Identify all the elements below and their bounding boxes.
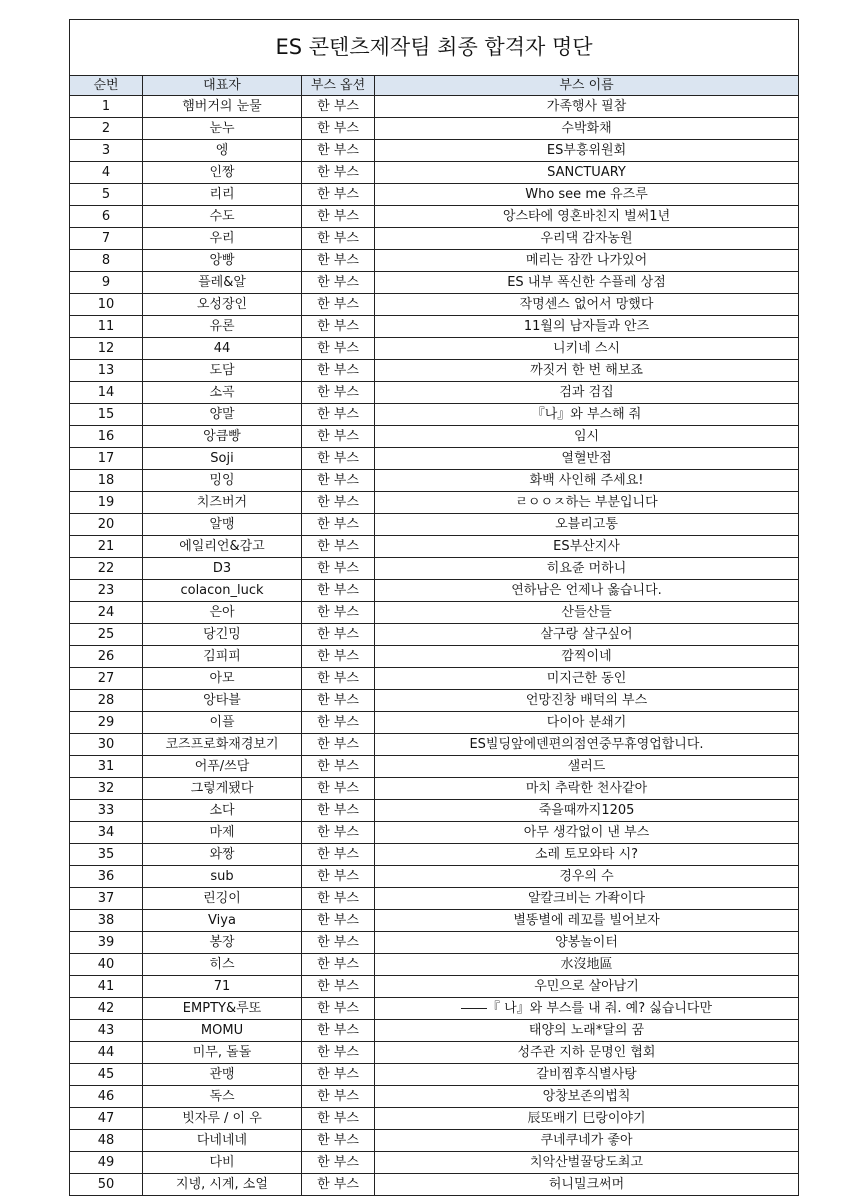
cell-booth-name: 언망진창 배덕의 부스 bbox=[375, 690, 799, 712]
cell-number: 1 bbox=[70, 96, 143, 118]
cell-booth-option: 한 부스 bbox=[302, 800, 375, 822]
cell-representative: 은아 bbox=[143, 602, 302, 624]
cell-booth-name: 『나』와 부스해 줘 bbox=[375, 404, 799, 426]
cell-number: 25 bbox=[70, 624, 143, 646]
table-row bbox=[70, 734, 799, 756]
table-row bbox=[70, 624, 799, 646]
cell-representative: 에일리언&감고 bbox=[143, 536, 302, 558]
cell-booth-name: 앙창보존의법칙 bbox=[375, 1086, 799, 1108]
header-representative: 대표자 bbox=[143, 76, 302, 96]
cell-representative: 71 bbox=[143, 976, 302, 998]
roster-sheet bbox=[69, 19, 798, 1196]
roster-table bbox=[69, 19, 799, 1196]
cell-booth-option: 한 부스 bbox=[302, 910, 375, 932]
cell-booth-name: 살구랑 살구싶어 bbox=[375, 624, 799, 646]
table-row bbox=[70, 492, 799, 514]
cell-booth-name: 경우의 수 bbox=[375, 866, 799, 888]
cell-booth-option: 한 부스 bbox=[302, 778, 375, 800]
cell-booth-name: 허니밀크써머 bbox=[375, 1174, 799, 1196]
cell-representative: 햄버거의 눈물 bbox=[143, 96, 302, 118]
cell-number: 45 bbox=[70, 1064, 143, 1086]
cell-booth-option: 한 부스 bbox=[302, 250, 375, 272]
cell-representative: D3 bbox=[143, 558, 302, 580]
cell-booth-option: 한 부스 bbox=[302, 624, 375, 646]
cell-representative: Viya bbox=[143, 910, 302, 932]
cell-representative: 미무, 돌돌 bbox=[143, 1042, 302, 1064]
cell-booth-option: 한 부스 bbox=[302, 294, 375, 316]
cell-representative: 지넹, 시계, 소얼 bbox=[143, 1174, 302, 1196]
cell-number: 50 bbox=[70, 1174, 143, 1196]
cell-booth-name: 태양의 노래*달의 꿈 bbox=[375, 1020, 799, 1042]
cell-booth-option: 한 부스 bbox=[302, 1064, 375, 1086]
cell-representative: 독스 bbox=[143, 1086, 302, 1108]
cell-representative: 도담 bbox=[143, 360, 302, 382]
cell-booth-option: 한 부스 bbox=[302, 1108, 375, 1130]
table-row bbox=[70, 866, 799, 888]
cell-booth-option: 한 부스 bbox=[302, 536, 375, 558]
cell-booth-name: 열혈반점 bbox=[375, 448, 799, 470]
table-row bbox=[70, 668, 799, 690]
table-row bbox=[70, 426, 799, 448]
table-row bbox=[70, 844, 799, 866]
cell-booth-option: 한 부스 bbox=[302, 228, 375, 250]
cell-booth-option: 한 부스 bbox=[302, 932, 375, 954]
cell-number: 22 bbox=[70, 558, 143, 580]
cell-number: 40 bbox=[70, 954, 143, 976]
cell-number: 8 bbox=[70, 250, 143, 272]
cell-number: 6 bbox=[70, 206, 143, 228]
cell-number: 3 bbox=[70, 140, 143, 162]
cell-number: 39 bbox=[70, 932, 143, 954]
cell-representative: EMPTY&루또 bbox=[143, 998, 302, 1020]
cell-booth-name: 히요쥰 머하니 bbox=[375, 558, 799, 580]
cell-booth-option: 한 부스 bbox=[302, 844, 375, 866]
table-row bbox=[70, 1020, 799, 1042]
cell-booth-option: 한 부스 bbox=[302, 1130, 375, 1152]
cell-number: 31 bbox=[70, 756, 143, 778]
cell-number: 30 bbox=[70, 734, 143, 756]
table-row bbox=[70, 184, 799, 206]
cell-number: 12 bbox=[70, 338, 143, 360]
cell-booth-option: 한 부스 bbox=[302, 712, 375, 734]
cell-representative: Soji bbox=[143, 448, 302, 470]
cell-number: 37 bbox=[70, 888, 143, 910]
cell-representative: 치즈버거 bbox=[143, 492, 302, 514]
table-row bbox=[70, 536, 799, 558]
cell-number: 11 bbox=[70, 316, 143, 338]
cell-booth-name: 검과 검집 bbox=[375, 382, 799, 404]
cell-representative: 리리 bbox=[143, 184, 302, 206]
cell-booth-option: 한 부스 bbox=[302, 448, 375, 470]
cell-representative: 눈누 bbox=[143, 118, 302, 140]
table-row bbox=[70, 118, 799, 140]
cell-booth-name: SANCTUARY bbox=[375, 162, 799, 184]
cell-booth-name: 메리는 잠깐 나가있어 bbox=[375, 250, 799, 272]
cell-booth-name: ES빌딩앞에덴편의점연중무휴영업합니다. bbox=[375, 734, 799, 756]
cell-representative: 플레&알 bbox=[143, 272, 302, 294]
cell-booth-option: 한 부스 bbox=[302, 646, 375, 668]
cell-booth-option: 한 부스 bbox=[302, 668, 375, 690]
cell-representative: 다네네네 bbox=[143, 1130, 302, 1152]
header-booth-name: 부스 이름 bbox=[375, 76, 799, 96]
table-row bbox=[70, 272, 799, 294]
cell-number: 27 bbox=[70, 668, 143, 690]
cell-booth-name: 별똥별에 레꼬를 빌어보자 bbox=[375, 910, 799, 932]
table-body bbox=[70, 96, 799, 1196]
cell-booth-name: ES 내부 폭신한 수플레 상점 bbox=[375, 272, 799, 294]
cell-number: 2 bbox=[70, 118, 143, 140]
table-row bbox=[70, 778, 799, 800]
cell-booth-name: 양봉놀이터 bbox=[375, 932, 799, 954]
cell-representative: 유론 bbox=[143, 316, 302, 338]
cell-booth-option: 한 부스 bbox=[302, 360, 375, 382]
cell-number: 20 bbox=[70, 514, 143, 536]
cell-representative: MOMU bbox=[143, 1020, 302, 1042]
table-row bbox=[70, 932, 799, 954]
cell-representative: 소곡 bbox=[143, 382, 302, 404]
cell-number: 38 bbox=[70, 910, 143, 932]
table-row bbox=[70, 96, 799, 118]
cell-number: 5 bbox=[70, 184, 143, 206]
cell-number: 24 bbox=[70, 602, 143, 624]
cell-representative: 어푸/쓰담 bbox=[143, 756, 302, 778]
cell-booth-name: 소레 토모와타 시? bbox=[375, 844, 799, 866]
cell-booth-name: 아무 생각없이 낸 부스 bbox=[375, 822, 799, 844]
cell-number: 18 bbox=[70, 470, 143, 492]
cell-booth-name: 水沒地區 bbox=[375, 954, 799, 976]
cell-number: 13 bbox=[70, 360, 143, 382]
table-row bbox=[70, 360, 799, 382]
cell-booth-option: 한 부스 bbox=[302, 96, 375, 118]
cell-number: 23 bbox=[70, 580, 143, 602]
table-row bbox=[70, 1152, 799, 1174]
cell-representative: 코즈프로화재경보기 bbox=[143, 734, 302, 756]
cell-booth-option: 한 부스 bbox=[302, 558, 375, 580]
table-row bbox=[70, 690, 799, 712]
table-row bbox=[70, 1174, 799, 1196]
cell-booth-name: 니키네 스시 bbox=[375, 338, 799, 360]
cell-number: 17 bbox=[70, 448, 143, 470]
cell-representative: 양말 bbox=[143, 404, 302, 426]
cell-number: 32 bbox=[70, 778, 143, 800]
cell-booth-option: 한 부스 bbox=[302, 404, 375, 426]
cell-representative: 밍잉 bbox=[143, 470, 302, 492]
cell-booth-option: 한 부스 bbox=[302, 1152, 375, 1174]
cell-number: 14 bbox=[70, 382, 143, 404]
cell-representative: 이플 bbox=[143, 712, 302, 734]
table-row bbox=[70, 206, 799, 228]
table-row bbox=[70, 888, 799, 910]
cell-representative: 당긴밍 bbox=[143, 624, 302, 646]
cell-number: 21 bbox=[70, 536, 143, 558]
cell-booth-name: 연하남은 언제나 옳습니다. bbox=[375, 580, 799, 602]
cell-booth-option: 한 부스 bbox=[302, 580, 375, 602]
cell-number: 42 bbox=[70, 998, 143, 1020]
cell-booth-option: 한 부스 bbox=[302, 734, 375, 756]
cell-booth-name: 우리댁 감자농원 bbox=[375, 228, 799, 250]
cell-number: 16 bbox=[70, 426, 143, 448]
table-row bbox=[70, 316, 799, 338]
cell-booth-option: 한 부스 bbox=[302, 272, 375, 294]
cell-booth-option: 한 부스 bbox=[302, 976, 375, 998]
cell-booth-name: 가족행사 필참 bbox=[375, 96, 799, 118]
cell-number: 10 bbox=[70, 294, 143, 316]
table-row bbox=[70, 800, 799, 822]
cell-booth-option: 한 부스 bbox=[302, 316, 375, 338]
cell-representative: 아모 bbox=[143, 668, 302, 690]
cell-booth-option: 한 부스 bbox=[302, 888, 375, 910]
cell-booth-option: 한 부스 bbox=[302, 602, 375, 624]
cell-representative: 앙타블 bbox=[143, 690, 302, 712]
cell-number: 29 bbox=[70, 712, 143, 734]
cell-number: 35 bbox=[70, 844, 143, 866]
cell-booth-name: 우민으로 살아남기 bbox=[375, 976, 799, 998]
cell-number: 46 bbox=[70, 1086, 143, 1108]
cell-number: 41 bbox=[70, 976, 143, 998]
cell-booth-option: 한 부스 bbox=[302, 1086, 375, 1108]
cell-booth-option: 한 부스 bbox=[302, 162, 375, 184]
table-row bbox=[70, 712, 799, 734]
cell-representative: 히스 bbox=[143, 954, 302, 976]
cell-number: 19 bbox=[70, 492, 143, 514]
table-row bbox=[70, 382, 799, 404]
cell-representative: 인짱 bbox=[143, 162, 302, 184]
table-row bbox=[70, 140, 799, 162]
cell-booth-option: 한 부스 bbox=[302, 954, 375, 976]
cell-representative: 봉장 bbox=[143, 932, 302, 954]
cell-booth-option: 한 부스 bbox=[302, 118, 375, 140]
cell-booth-name: 알칼크비는 가좍이다 bbox=[375, 888, 799, 910]
cell-number: 47 bbox=[70, 1108, 143, 1130]
table-row bbox=[70, 602, 799, 624]
table-row bbox=[70, 1042, 799, 1064]
cell-booth-name: 샐러드 bbox=[375, 756, 799, 778]
cell-number: 33 bbox=[70, 800, 143, 822]
cell-booth-name: 성주관 지하 문명인 협회 bbox=[375, 1042, 799, 1064]
cell-booth-option: 한 부스 bbox=[302, 1174, 375, 1196]
table-row bbox=[70, 228, 799, 250]
cell-booth-name: Who see me 유즈루 bbox=[375, 184, 799, 206]
cell-number: 9 bbox=[70, 272, 143, 294]
table-row bbox=[70, 1064, 799, 1086]
cell-booth-name: 치악산벌꿀당도최고 bbox=[375, 1152, 799, 1174]
cell-booth-option: 한 부스 bbox=[302, 426, 375, 448]
cell-booth-option: 한 부스 bbox=[302, 338, 375, 360]
cell-representative: 그렇게됐다 bbox=[143, 778, 302, 800]
cell-representative: colacon_luck bbox=[143, 580, 302, 602]
cell-representative: 관맹 bbox=[143, 1064, 302, 1086]
cell-booth-option: 한 부스 bbox=[302, 1020, 375, 1042]
cell-number: 15 bbox=[70, 404, 143, 426]
cell-booth-name: ――『 나』와 부스를 내 줘. 예? 싫습니다만 bbox=[375, 998, 799, 1020]
cell-booth-option: 한 부스 bbox=[302, 822, 375, 844]
cell-number: 36 bbox=[70, 866, 143, 888]
cell-booth-name: 까짓거 한 번 해보죠 bbox=[375, 360, 799, 382]
header-booth-option: 부스 옵션 bbox=[302, 76, 375, 96]
cell-number: 44 bbox=[70, 1042, 143, 1064]
cell-representative: 빗자루 / 이 우 bbox=[143, 1108, 302, 1130]
cell-representative: 알맹 bbox=[143, 514, 302, 536]
cell-booth-name: 수박화채 bbox=[375, 118, 799, 140]
cell-number: 34 bbox=[70, 822, 143, 844]
cell-booth-name: 죽을때까지1205 bbox=[375, 800, 799, 822]
table-row bbox=[70, 470, 799, 492]
table-row bbox=[70, 910, 799, 932]
table-row bbox=[70, 294, 799, 316]
cell-representative: 오성장인 bbox=[143, 294, 302, 316]
cell-number: 48 bbox=[70, 1130, 143, 1152]
cell-booth-name: 辰또배기 巳랑이야기 bbox=[375, 1108, 799, 1130]
cell-booth-name: 작명센스 없어서 망했다 bbox=[375, 294, 799, 316]
cell-booth-name: ES부흥위원회 bbox=[375, 140, 799, 162]
cell-booth-option: 한 부스 bbox=[302, 492, 375, 514]
cell-booth-name: 앙스타에 영혼바친지 벌써1년 bbox=[375, 206, 799, 228]
cell-representative: 수도 bbox=[143, 206, 302, 228]
cell-representative: 앙큼빵 bbox=[143, 426, 302, 448]
cell-representative: 44 bbox=[143, 338, 302, 360]
cell-number: 43 bbox=[70, 1020, 143, 1042]
cell-booth-name: 쿠네쿠네가 좋아 bbox=[375, 1130, 799, 1152]
table-row bbox=[70, 1108, 799, 1130]
cell-booth-name: 산들산들 bbox=[375, 602, 799, 624]
cell-booth-name: 다이아 분쇄기 bbox=[375, 712, 799, 734]
cell-representative: 엥 bbox=[143, 140, 302, 162]
table-header-row bbox=[70, 76, 799, 96]
table-row bbox=[70, 514, 799, 536]
cell-booth-option: 한 부스 bbox=[302, 382, 375, 404]
table-row bbox=[70, 998, 799, 1020]
cell-number: 4 bbox=[70, 162, 143, 184]
cell-booth-option: 한 부스 bbox=[302, 866, 375, 888]
cell-representative: 앙빵 bbox=[143, 250, 302, 272]
table-row bbox=[70, 448, 799, 470]
cell-representative: 우리 bbox=[143, 228, 302, 250]
cell-booth-option: 한 부스 bbox=[302, 690, 375, 712]
cell-booth-option: 한 부스 bbox=[302, 514, 375, 536]
table-row bbox=[70, 976, 799, 998]
table-row bbox=[70, 646, 799, 668]
cell-representative: 마제 bbox=[143, 822, 302, 844]
table-row bbox=[70, 162, 799, 184]
cell-number: 7 bbox=[70, 228, 143, 250]
cell-representative: 린깅이 bbox=[143, 888, 302, 910]
cell-representative: 김피피 bbox=[143, 646, 302, 668]
table-row bbox=[70, 954, 799, 976]
cell-representative: 다비 bbox=[143, 1152, 302, 1174]
cell-booth-name: 마치 추락한 천사같아 bbox=[375, 778, 799, 800]
cell-number: 26 bbox=[70, 646, 143, 668]
cell-booth-name: 오블리고통 bbox=[375, 514, 799, 536]
page-title: ES 콘텐츠제작팀 최종 합격자 명단 bbox=[70, 20, 799, 76]
cell-booth-option: 한 부스 bbox=[302, 206, 375, 228]
table-row bbox=[70, 404, 799, 426]
table-row bbox=[70, 756, 799, 778]
cell-booth-name: ㄹㅇㅇㅈ하는 부분입니다 bbox=[375, 492, 799, 514]
cell-representative: sub bbox=[143, 866, 302, 888]
cell-number: 28 bbox=[70, 690, 143, 712]
cell-representative: 소다 bbox=[143, 800, 302, 822]
cell-booth-name: ES부산지사 bbox=[375, 536, 799, 558]
table-row bbox=[70, 558, 799, 580]
table-row bbox=[70, 338, 799, 360]
cell-booth-name: 깜찍이네 bbox=[375, 646, 799, 668]
cell-booth-name: 화백 사인해 주세요! bbox=[375, 470, 799, 492]
table-row bbox=[70, 580, 799, 602]
cell-booth-option: 한 부스 bbox=[302, 184, 375, 206]
cell-booth-name: 11월의 남자들과 안즈 bbox=[375, 316, 799, 338]
cell-booth-option: 한 부스 bbox=[302, 998, 375, 1020]
table-row bbox=[70, 822, 799, 844]
table-row bbox=[70, 1130, 799, 1152]
cell-booth-option: 한 부스 bbox=[302, 756, 375, 778]
cell-booth-option: 한 부스 bbox=[302, 1042, 375, 1064]
table-row bbox=[70, 250, 799, 272]
cell-number: 49 bbox=[70, 1152, 143, 1174]
cell-representative: 와짱 bbox=[143, 844, 302, 866]
cell-booth-name: 갈비찜후식별사탕 bbox=[375, 1064, 799, 1086]
header-number: 순번 bbox=[70, 76, 143, 96]
cell-booth-name: 미지근한 동인 bbox=[375, 668, 799, 690]
table-row bbox=[70, 1086, 799, 1108]
cell-booth-name: 임시 bbox=[375, 426, 799, 448]
cell-booth-option: 한 부스 bbox=[302, 140, 375, 162]
cell-booth-option: 한 부스 bbox=[302, 470, 375, 492]
